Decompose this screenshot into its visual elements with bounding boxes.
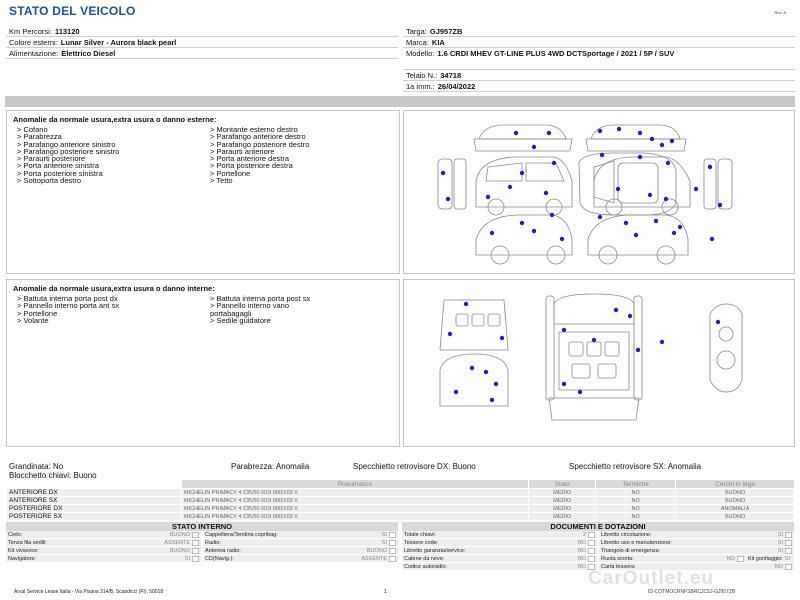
list-item: Codice autoradio: NO <box>402 563 597 571</box>
list-item: > Battuta interna porta post sx <box>210 294 311 303</box>
list-item: > Parafango posteriore sinistro <box>17 146 120 156</box>
fuel-row: Alimentazione: Elettrico Diesel <box>6 48 398 59</box>
list-item: Libretto uso e manutenzione: SI <box>599 539 794 547</box>
checkbox <box>389 540 396 546</box>
list-item: > Sottoporta destro <box>17 176 81 186</box>
list-item: Tenza fila sedili: ASSENTE <box>6 539 201 547</box>
list-item: > Parabrezza <box>17 132 62 142</box>
list-item: > Battuta interna porta post dx <box>17 294 118 303</box>
internal-damage-list-2 <box>210 295 310 324</box>
mileage-row: Km Percorsi: 113120 <box>6 26 398 37</box>
key-lock-status: Blocchetto chiavi: Buono <box>9 471 97 480</box>
brand-row: Marca: KIA <box>403 37 795 48</box>
external-damage-panel <box>6 110 400 274</box>
list-item: > Pannello interno vano <box>210 301 290 311</box>
mirror-sx-status: Specchietto retrovisore SX: Anomalia <box>569 462 702 471</box>
document-id: ID-COTMOCRNFSBRCJC5J-GJ957ZB <box>648 589 736 595</box>
tyres-table <box>6 479 795 521</box>
table-row: ANTERIORE SX MICHELIN PRIMACY 4 235/50 R19 000/103 V MEDIO NO BUONO <box>7 497 795 505</box>
list-item: > Montante esterno destro <box>210 125 298 134</box>
checkbox <box>389 548 396 554</box>
list-item: Cappelliera/Tendina copribag: SI <box>203 531 398 539</box>
stato-interno-section <box>6 522 398 563</box>
list-item: Kit vivavoce: BUONO <box>6 547 201 555</box>
list-item: > Parafango anteriore sinistro <box>17 139 116 149</box>
internal-damage-list-1 <box>17 295 119 324</box>
table-row: POSTERIORE SX MICHELIN PRIMACY 4 235/50 R19 000/103 V MEDIO NO BUONO <box>7 513 795 521</box>
section-divider <box>5 96 795 107</box>
list-item: Radio: SI <box>203 539 398 547</box>
checkbox <box>588 548 595 554</box>
revision-label: Rev. A <box>774 10 786 15</box>
checkbox <box>588 540 595 546</box>
page-title: STATO DEL VEICOLO <box>9 4 136 18</box>
checkbox <box>785 548 792 554</box>
list-item: > Tetto <box>210 176 233 186</box>
stato-interno-title: STATO INTERNO <box>6 522 398 531</box>
checkbox <box>192 548 199 554</box>
list-item: portabagagli <box>210 308 252 318</box>
list-item: Libretto circolazione: SI <box>599 531 794 539</box>
windshield-status: Parabrezza: Anomalia <box>231 462 310 471</box>
internal-diagram-panel <box>403 279 795 447</box>
list-item: > Cofano <box>17 125 48 134</box>
checkbox <box>389 556 396 562</box>
list-item: > Paraurti anteriore <box>210 146 275 156</box>
checkbox <box>785 540 792 546</box>
external-damage-list-2 <box>210 126 309 184</box>
list-item: Catene da neve: NO <box>402 555 597 563</box>
documenti-section <box>402 522 794 571</box>
list-item: > Porta anteriore destra <box>210 154 290 164</box>
checkbox <box>192 532 199 538</box>
car-interior-diagram <box>404 280 796 448</box>
model-row: Modello: 1.6 CRDI MHEV GT-LINE PLUS 4WD DCTSportage / 2021 / 5P / SUV <box>403 48 795 70</box>
list-item: > Parafango posteriore destro <box>210 139 310 149</box>
color-row: Colore esterni: Lunar Silver - Aurora black pearl <box>6 37 398 48</box>
checkbox <box>588 532 595 538</box>
external-damage-list-1 <box>17 126 119 184</box>
checkbox <box>389 532 396 538</box>
list-item: Antenna radio: BUONO <box>203 547 398 555</box>
checkbox <box>192 556 199 562</box>
list-item: > Portellone <box>210 168 251 178</box>
list-item: > Volante <box>17 315 49 325</box>
list-item: Ruota scorta: NO Kit gonfiaggio: SI <box>599 555 794 563</box>
mirror-dx-status: Specchietto retrovisore DX: Buono <box>353 462 476 471</box>
checkbox <box>588 556 595 562</box>
list-item: Tessere code: NO <box>402 539 597 547</box>
table-row: ANTERIORE DX MICHELIN PRIMACY 4 235/50 R19 000/103 V MEDIO NO BUONO <box>7 489 795 497</box>
chassis-row: Telaio N.: 34718 <box>403 70 795 81</box>
watermark-logo: CarOutlet.eu <box>588 568 715 589</box>
documenti-title: DOCUMENTI E DOTAZIONI <box>402 522 794 531</box>
list-item: > Sedile guidatore <box>210 315 271 325</box>
hail-status: Grandinata: No <box>9 462 64 471</box>
external-damage-title: Anomalie da normale usura,extra usura o danno esterne: <box>13 115 217 124</box>
page-number: 1 <box>384 589 387 595</box>
vehicle-info-right <box>403 26 795 92</box>
list-item: Carta tessera: NO <box>599 563 794 571</box>
checkbox <box>785 564 792 570</box>
checkbox <box>785 532 792 538</box>
internal-damage-panel <box>6 279 400 447</box>
external-diagram-panel <box>403 110 795 274</box>
list-item: > Paraurti posteriore <box>17 154 86 164</box>
car-exterior-diagram <box>404 111 796 275</box>
list-item: > Porta anteriore sinistra <box>17 161 99 171</box>
general-condition <box>9 462 791 480</box>
list-item: > Porta posteriore sinistra <box>17 168 103 178</box>
list-item: > Parafango anteriore destro <box>210 132 306 142</box>
footer-company: Arval Service Lease Italia - Via Pisana 314/B, Scandicci (FI), 50018 <box>14 589 164 595</box>
vehicle-info-left <box>6 26 398 59</box>
list-item: > Portellone <box>17 308 58 318</box>
list-item: Triangolo di emergenza: SI <box>599 547 794 555</box>
list-item: CD(Navig.): ASSENTE <box>203 555 398 563</box>
plate-row: Targa: GJ957ZB <box>403 26 795 37</box>
list-item: > Pannello interno porta ant sx <box>17 301 119 311</box>
checkbox <box>192 540 199 546</box>
list-item: Navigatore: SI <box>6 555 201 563</box>
internal-damage-title: Anomalie da normale usura,extra usura o danno interne: <box>13 284 215 293</box>
table-row: POSTERIORE DX MICHELIN PRIMACY 4 235/50 R19 000/103 V MEDIO NO ANOMALIA <box>7 505 795 513</box>
list-item: Totale chiavi: 2 <box>402 531 597 539</box>
list-item: > Porta posteriore destra <box>210 161 293 171</box>
table-header: Pneumatico Stato Termiche Cerchi in lega <box>7 480 795 489</box>
checkbox <box>737 556 744 562</box>
registration-row: 1a imm.: 26/04/2022 <box>403 81 795 92</box>
list-item: Libretto garanzia/service: NO <box>402 547 597 555</box>
list-item: Cielo: BUONO <box>6 531 201 539</box>
